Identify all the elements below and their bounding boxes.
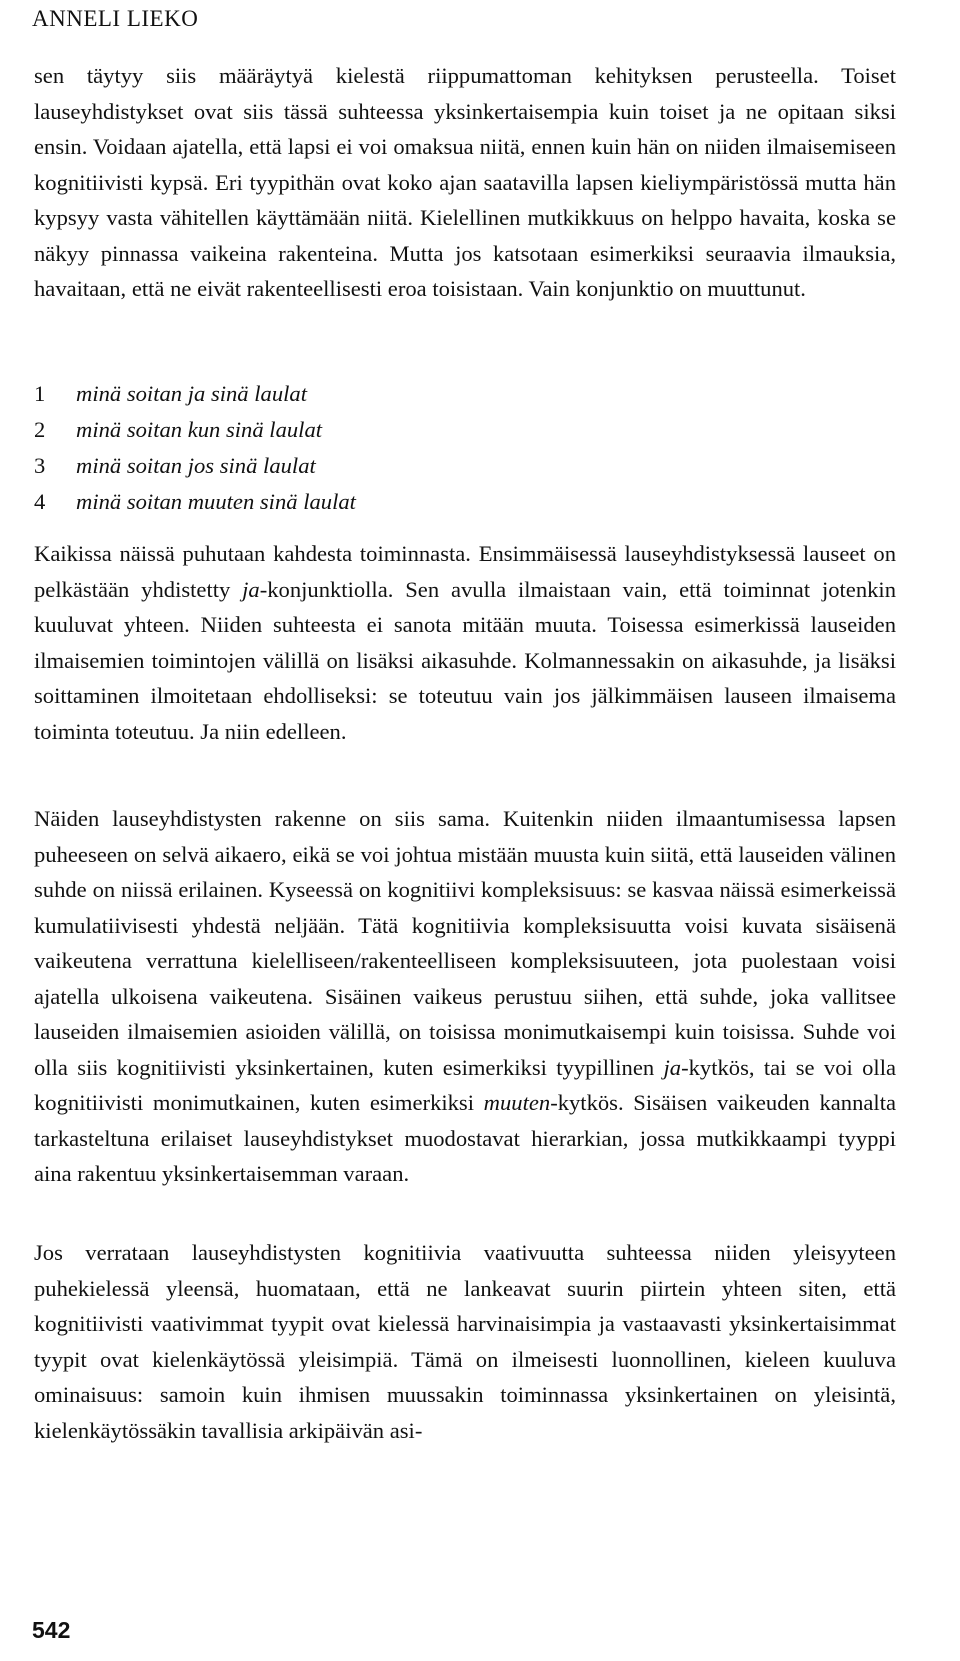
- paragraph-1: sen täytyy siis määräytyä kielestä riippumattoman kehityksen perusteella. Toiset lauseyhdistykset ovat siis tässä suhteessa yksinkertaisempia kuin toiset ja ne opitaan siksi ensin. Voidaan ajatella, että lapsi ei voi omaksua niitä, ennen kuin hän on niiden ilmaisemiseen kognitiivisti kypsä. Eri tyypithän ovat koko ajan saatavilla lapsen kieliympäristössä mutta hän kypsyy vasta vähitellen käyttämään niitä. Kielellinen mutkikkuus on helppo havaita, koska se näkyy pinnassa vaikeina rakenteina. Mutta jos katsotaan esimerkiksi seuraavia ilmauksia, havaitaan, että ne eivät rakenteellisesti eroa toisistaan. Vain konjunktio on muuttunut.: [34, 63, 896, 301]
- page-number: 542: [32, 1617, 71, 1643]
- paragraph-3-part-a: Näiden lauseyhdistysten rakenne on siis sama. Kuitenkin niiden ilmaantumisessa lapsen puheeseen on selvä aikaero, eikä se voi johtua mistään muusta kuin siitä, että lauseiden välinen suhde on niissä erilainen. Kyseessä on kognitiivi kompleksisuus: se kasvaa näissä esimerkeissä kumulatiivisesti yhdestä neljään. Tätä kognitiivia kompleksisuutta voisi kuvata sisäisenä vaikeutena verrattuna kielelliseen/rakenteelliseen kompleksisuuteen, jota puolestaan voisi ajatella ulkoisena vaikeutena. Sisäinen vaikeus perustuu siihen, että suhde, joka vallitsee lauseiden ilmaisemien asioiden välillä, on toisissa monimutkaisempi kuin toisissa. Suhde voi olla siis kognitiivisti yksinkertainen, kuten esimerkiksi tyypillinen: [34, 806, 896, 1080]
- example-item: [34, 412, 356, 448]
- paragraph-3-part-b: -kytkös, tai se voi olla kognitiivisti monimutkainen, kuten esimerkiksi: [34, 1054, 896, 1115]
- paragraph-2-part-a: Kaikissa näissä puhutaan kahdesta toiminnasta. Ensimmäisessä lauseyhdistyksessä lauseet on pelkästään yhdistetty: [34, 541, 896, 602]
- example-number: 3: [34, 453, 46, 478]
- example-text: minä soitan kun sinä laulat: [76, 417, 323, 442]
- example-number: 2: [34, 417, 46, 442]
- example-item: [34, 376, 356, 412]
- paragraph-3-part-c: -kytkös. Sisäisen vaikeuden kannalta tarkasteltuna erilaiset lauseyhdistykset muodostavat hierarkian, jossa mutkikkaampi tyyppi aina rakentuu yksinkertaisemman varaan.: [34, 1090, 897, 1186]
- paragraph-2-ja-term: ja: [242, 576, 260, 602]
- example-text: minä soitan jos sinä laulat: [76, 453, 316, 478]
- example-number: 1: [34, 381, 46, 406]
- paragraph-3-ja-term: ja: [663, 1054, 682, 1080]
- paragraph-4: Jos verrataan lauseyhdistysten kognitiivia vaativuutta suhteessa niiden yleisyyteen puhekielessä yleensä, huomataan, että ne lankeavat suurin piirtein yhteen siten, että kognitiivisti vaativimmat tyypit ovat kielessä harvinaisimpia ja vastaavasti yksinkertaisimmat tyypit ovat kielenkäytössä yleisimpiä. Tämä on ilmeisesti luonnollinen, kieleen kuuluva ominaisuus: samoin kuin ihmisen muussakin toiminnassa yksinkertainen on yleisintä, kielenkäytössäkin tavallisia arkipäivän asi-: [34, 1240, 896, 1443]
- example-item: [34, 448, 356, 484]
- paragraph-2: [34, 536, 896, 749]
- example-text: minä soitan ja sinä laulat: [76, 381, 307, 406]
- running-header-author: ANNELI LIEKO: [32, 6, 199, 31]
- example-text: minä soitan muuten sinä laulat: [76, 489, 356, 514]
- paragraph-3: [34, 801, 896, 1192]
- example-item: [34, 484, 356, 520]
- paragraph-2-part-b: -konjunktiolla. Sen avulla ilmaistaan vain, että toiminnat jotenkin kuuluvat yhteen. Niiden suhteesta ei sanota mitään muuta. Toisessa esimerkissä lauseiden ilmaisemien toimintojen välillä on lisäksi aikasuhde. Kolmannessakin on aikasuhde, ja lisäksi soittaminen ilmoitetaan ehdolliseksi: se toteutuu vain jos jälkimmäisen lauseen ilmaisema toiminta toteutuu. Ja niin edelleen.: [34, 576, 896, 744]
- example-number: 4: [34, 489, 46, 514]
- paragraph-3-muuten-term: muuten: [483, 1090, 551, 1115]
- example-list: [34, 376, 356, 520]
